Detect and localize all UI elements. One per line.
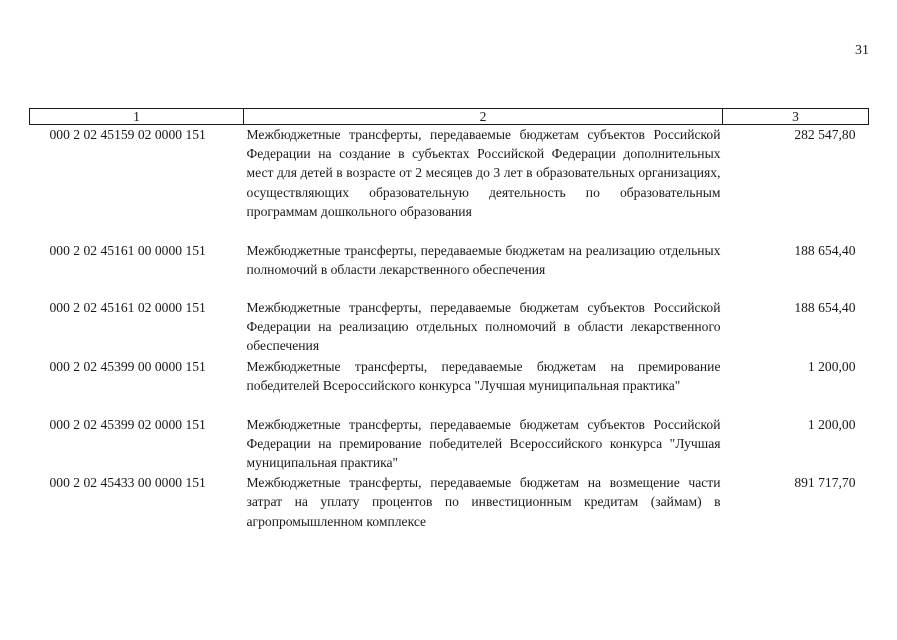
row-amount: 282 547,80 xyxy=(794,127,856,142)
column-header-code: 1 xyxy=(30,109,244,125)
row-description: Межбюджетные трансферты, передаваемые бюджетам субъектов Российской Федерации на премирование победителей Всероссийского конкурса "Лучшая муниципальная практика" xyxy=(246,416,721,471)
row-code: 000 2 02 45161 02 0000 151 xyxy=(49,300,206,315)
row-amount: 188 654,40 xyxy=(794,243,856,258)
table-row xyxy=(30,297,869,356)
table-row xyxy=(30,125,869,241)
row-amount: 188 654,40 xyxy=(794,300,856,315)
table-row xyxy=(30,356,869,414)
budget-table xyxy=(29,108,869,531)
row-description: Межбюджетные трансферты, передаваемые бюджетам на премирование победителей Всероссийского конкурса "Лучшая муниципальная практика" xyxy=(246,358,721,393)
row-amount: 1 200,00 xyxy=(807,416,856,432)
row-amount: 891 717,70 xyxy=(794,475,856,491)
table-row xyxy=(30,240,869,297)
column-header-description: 2 xyxy=(244,109,723,125)
row-description: Межбюджетные трансферты, передаваемые бюджетам на реализацию отдельных полномочий в области лекарственного обеспечения xyxy=(246,243,721,278)
column-header-amount: 3 xyxy=(723,109,869,125)
row-description: Межбюджетные трансферты, передаваемые бюджетам субъектов Российской Федерации на реализацию отдельных полномочий в области лекарственного обеспечения xyxy=(246,300,721,354)
row-amount: 1 200,00 xyxy=(807,358,856,374)
row-code: 000 2 02 45399 00 0000 151 xyxy=(49,358,206,374)
page-number: 31 xyxy=(855,43,869,58)
table-row xyxy=(30,472,869,531)
row-description: Межбюджетные трансферты, передаваемые бюджетам субъектов Российской Федерации на создание в субъектах Российской Федерации дополнительных мест для детей в возрасте от 2 месяцев до 3 лет в образовательных организациях, осуществляющих образовательную деятельность по образовательным программам дошкольного образования xyxy=(246,127,721,219)
row-code: 000 2 02 45433 00 0000 151 xyxy=(49,475,206,491)
row-description: Межбюджетные трансферты, передаваемые бюджетам на возмещение части затрат на уплату процентов по инвестиционным кредитам (займам) в агропромышленном комплексе xyxy=(246,475,721,529)
row-code: 000 2 02 45399 02 0000 151 xyxy=(49,416,206,432)
row-code: 000 2 02 45161 00 0000 151 xyxy=(49,243,206,258)
table-header-row xyxy=(30,109,869,125)
row-code: 000 2 02 45159 02 0000 151 xyxy=(49,127,206,142)
table-row xyxy=(30,414,869,473)
